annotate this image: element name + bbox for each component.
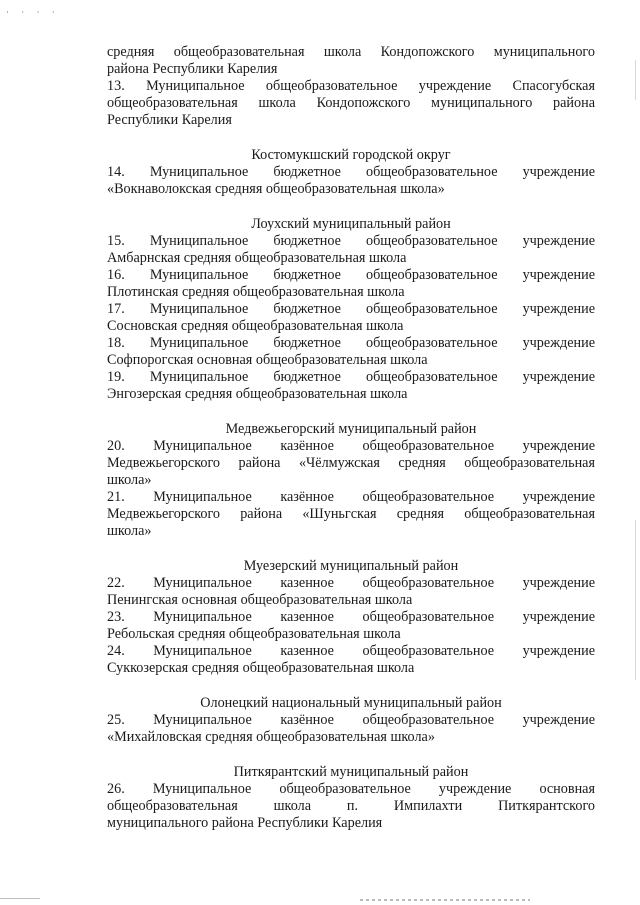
list-item — [107, 643, 595, 677]
footer-rule — [0, 898, 40, 899]
list-item — [107, 712, 595, 746]
section-heading: Муезерский муниципальный район — [243, 558, 459, 574]
text-line: Софпорогская основная общеобразовательная школа — [107, 352, 428, 368]
list-item — [107, 267, 595, 301]
text-line: Плотинская средняя общеобразовательная школа — [107, 284, 405, 300]
text-line: Ребольская средняя общеобразовательная школа — [107, 626, 401, 642]
section-heading: Лоухский муниципальный район — [251, 216, 451, 232]
text-line: 24. Муниципальное казенное общеобразовательное учреждение — [107, 643, 595, 659]
text-line: 13. Муниципальное общеобразовательное учреждение Спасогубская — [107, 78, 595, 94]
entry-13 — [107, 78, 595, 129]
text-line: Энгозерская средняя общеобразовательная школа — [107, 386, 408, 402]
section-heading: Медвежьегорский муниципальный район — [225, 421, 477, 437]
text-line: Республики Карелия — [107, 112, 232, 128]
text-line: 26. Муниципальное общеобразовательное учреждение основная — [107, 781, 595, 797]
list-item — [107, 335, 595, 369]
text-line: района Республики Карелия — [107, 61, 278, 77]
list-item — [107, 781, 595, 832]
text-line: средняя общеобразовательная школа Кондопожского муниципального — [107, 44, 595, 60]
section-spacer — [107, 677, 595, 695]
list-item — [107, 369, 595, 403]
text-line: школа» — [107, 523, 152, 539]
text-line: 25. Муниципальное казённое общеобразовательное учреждение — [107, 712, 595, 728]
scan-edge-mark — [635, 60, 636, 100]
text-line: 17. Муниципальное бюджетное общеобразовательное учреждение — [107, 301, 595, 317]
section-heading: Костомукшский городской округ — [251, 147, 451, 163]
text-line: Амбарнская средняя общеобразовательная школа — [107, 250, 407, 266]
text-line: Суккозерская средняя общеобразовательная школа — [107, 660, 415, 676]
list-item — [107, 233, 595, 267]
text-line: 14. Муниципальное бюджетное общеобразовательное учреждение — [107, 164, 595, 180]
section-spacer — [107, 403, 595, 421]
text-line: 21. Муниципальное казённое общеобразовательное учреждение — [107, 489, 595, 505]
scan-artifact-footer — [360, 899, 530, 901]
list-item — [107, 609, 595, 643]
text-line: «Вокнаволокская средняя общеобразовательная школа» — [107, 181, 445, 197]
text-line: «Михайловская средняя общеобразовательная школа» — [107, 729, 435, 745]
document-body — [107, 44, 595, 832]
text-line: 18. Муниципальное бюджетное общеобразовательное учреждение — [107, 335, 595, 351]
list-item — [107, 438, 595, 489]
section-heading: Олонецкий национальный муниципальный район — [200, 695, 502, 711]
text-line: 16. Муниципальное бюджетное общеобразовательное учреждение — [107, 267, 595, 283]
list-item — [107, 301, 595, 335]
text-line: Пенингская основная общеобразовательная школа — [107, 592, 413, 608]
text-line: общеобразовательная школа п. Импилахти Питкярантского — [107, 798, 595, 814]
text-line: 20. Муниципальное казённое общеобразовательное учреждение — [107, 438, 595, 454]
scan-artifact-dots: · · · · — [6, 7, 60, 17]
entry-12-continuation — [107, 44, 595, 78]
text-line: муниципального района Республики Карелия — [107, 815, 383, 831]
section-spacer — [107, 129, 595, 147]
section-spacer — [107, 198, 595, 216]
list-item — [107, 164, 595, 198]
list-item — [107, 575, 595, 609]
text-line: Сосновская средняя общеобразовательная школа — [107, 318, 404, 334]
district-sections — [107, 129, 595, 832]
text-line: общеобразовательная школа Кондопожского муниципального района — [107, 95, 595, 111]
text-line: Медвежьегорского района «Чёлмужская средняя общеобразовательная — [107, 455, 595, 471]
text-line: школа» — [107, 472, 152, 488]
section-spacer — [107, 746, 595, 764]
text-line: Медвежьегорского района «Шуньгская средняя общеобразовательная — [107, 506, 595, 522]
text-line: 23. Муниципальное казенное общеобразовательное учреждение — [107, 609, 595, 625]
section-heading: Питкярантский муниципальный район — [233, 764, 469, 780]
scan-edge-mark — [635, 520, 636, 680]
text-line: 19. Муниципальное бюджетное общеобразовательное учреждение — [107, 369, 595, 385]
section-spacer — [107, 540, 595, 558]
text-line: 15. Муниципальное бюджетное общеобразовательное учреждение — [107, 233, 595, 249]
text-line: 22. Муниципальное казенное общеобразовательное учреждение — [107, 575, 595, 591]
list-item — [107, 489, 595, 540]
